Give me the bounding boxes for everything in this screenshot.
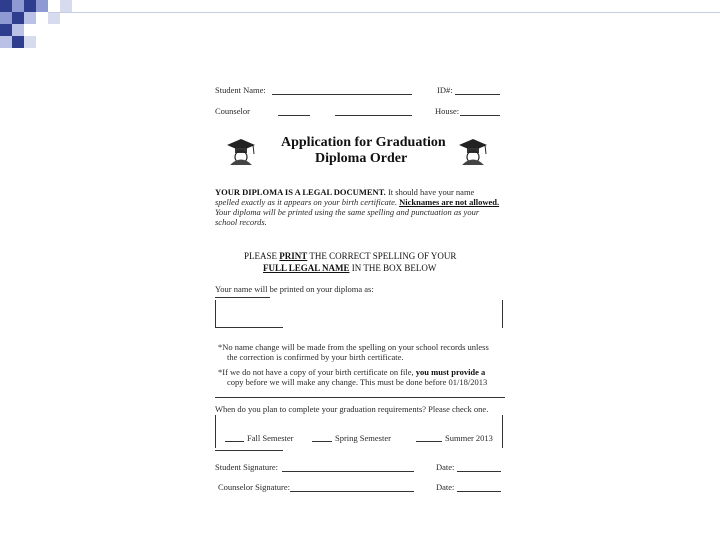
deco-square: [36, 0, 48, 12]
question-left: [215, 415, 216, 448]
note-2-b: you must provide a: [415, 367, 486, 377]
graduate-icon: [224, 136, 258, 166]
intro-line-1: [215, 187, 474, 197]
question-bottom-line: [215, 450, 283, 451]
print-instr-b: THE CORRECT SPELLING OF YOUR: [307, 251, 457, 261]
deco-square: [12, 24, 24, 36]
summer-checkbox-line[interactable]: [416, 441, 442, 442]
deco-square: [60, 0, 72, 12]
name-box-top-line: [215, 297, 270, 298]
intro-nicknames: Nicknames are not allowed.: [399, 197, 500, 207]
counselor-label: Counselor: [215, 106, 250, 116]
option-spring-semester: Spring Semester: [335, 433, 391, 443]
print-instr-c: IN THE BOX BELOW: [349, 263, 437, 273]
deco-square: [0, 24, 12, 36]
deco-square: [48, 12, 60, 24]
option-summer-2013: Summer 2013: [445, 433, 493, 443]
student-name-line: [272, 94, 412, 95]
house-label: House:: [435, 106, 460, 116]
print-instruction-1: [244, 251, 456, 261]
name-box-left: [215, 300, 216, 328]
id-label: ID#:: [437, 85, 453, 95]
name-box-label: Your name will be printed on your diploma as:: [215, 284, 374, 294]
graduation-application-form: [210, 78, 510, 498]
question-top-line: [215, 397, 505, 398]
student-signature-line[interactable]: [282, 471, 414, 472]
note-2-line-2: copy before we will make any change. This must be done before 01/18/2013: [227, 377, 488, 387]
counselor-line-2: [335, 115, 412, 116]
print-instruction-2: [263, 263, 436, 273]
deco-square: [0, 12, 12, 24]
house-line: [460, 115, 500, 116]
note-1-line-2: the correction is confirmed by your birth certificate.: [227, 352, 404, 362]
deco-square: [12, 36, 24, 48]
deco-square: [0, 0, 12, 12]
form-subtitle: Diploma Order: [315, 151, 408, 166]
intro-bold: YOUR DIPLOMA IS A LEGAL DOCUMENT.: [215, 187, 386, 197]
completion-question: When do you plan to complete your graduation requirements? Please check one.: [215, 404, 489, 414]
counselor-signature-line[interactable]: [290, 491, 414, 492]
deco-square: [24, 36, 36, 48]
student-name-label: Student Name:: [215, 85, 266, 95]
note-2-line-1: [218, 367, 485, 377]
note-2-a: *If we do not have a copy of your birth certificate on file,: [218, 367, 416, 377]
intro-line2-text: spelled exactly as it appears on your birth certificate.: [215, 197, 398, 207]
id-line: [455, 94, 500, 95]
print-instr-legal-name: FULL LEGAL NAME: [263, 263, 350, 273]
form-title: Application for Graduation: [281, 135, 446, 150]
counselor-signature-label: Counselor Signature:: [218, 482, 291, 492]
intro-line-4: school records.: [215, 217, 267, 227]
deco-square: [0, 36, 12, 48]
fall-checkbox-line[interactable]: [225, 441, 244, 442]
print-instr-print: PRINT: [279, 251, 308, 261]
legal-name-field[interactable]: [218, 300, 500, 326]
intro-line-3: Your diploma will be printed using the same spelling and punctuation as your: [215, 207, 480, 217]
student-date-label: Date:: [436, 462, 455, 472]
top-rule-2: [72, 0, 720, 11]
counselor-date-label: Date:: [436, 482, 455, 492]
note-1-line-1: *No name change will be made from the spelling on your school records unless: [218, 342, 489, 352]
deco-square: [24, 0, 36, 12]
name-box-right: [502, 300, 503, 328]
spring-checkbox-line[interactable]: [312, 441, 332, 442]
question-right: [502, 415, 503, 448]
graduate-icon: [456, 136, 490, 166]
deco-square: [24, 12, 36, 24]
intro-line-2: [215, 197, 499, 207]
counselor-date-line[interactable]: [457, 491, 501, 492]
deco-square: [12, 0, 24, 12]
name-box-bottom-line: [215, 327, 283, 328]
print-instr-a: PLEASE: [244, 251, 280, 261]
counselor-line-1: [278, 115, 310, 116]
student-date-line[interactable]: [457, 471, 501, 472]
deco-square: [12, 12, 24, 24]
intro-part1: It should have your name: [385, 187, 475, 197]
student-signature-label: Student Signature:: [215, 462, 279, 472]
top-rule: [48, 12, 720, 13]
option-fall-semester: Fall Semester: [247, 433, 294, 443]
